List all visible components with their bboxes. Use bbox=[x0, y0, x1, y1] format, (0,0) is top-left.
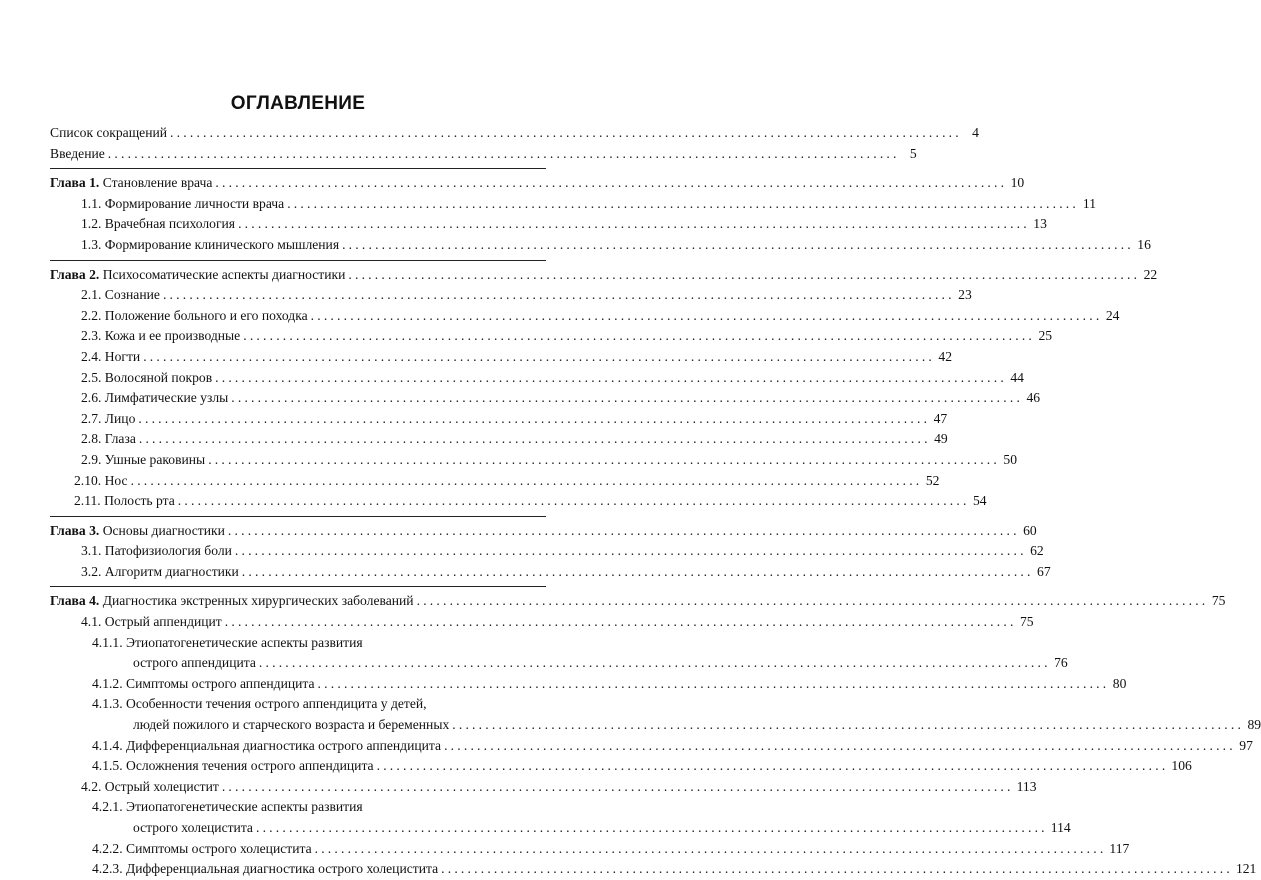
dot-leader: ........................................................................................................................ bbox=[227, 522, 1020, 538]
toc-chapter-4[interactable] bbox=[50, 591, 1226, 612]
section-title: Ногти bbox=[104, 348, 141, 364]
dot-leader: ........................................................................................................................ bbox=[348, 266, 1141, 282]
dot-leader: ........................................................................................................................ bbox=[342, 236, 1134, 252]
section-title: Формирование клинического мышления bbox=[104, 236, 340, 252]
toc-chapter-2[interactable] bbox=[50, 265, 1158, 286]
toc-page-number: 49 bbox=[934, 431, 948, 447]
toc-section[interactable] bbox=[50, 194, 1096, 215]
subsection-title-continued: острого аппендицита bbox=[133, 655, 256, 671]
toc-section[interactable] bbox=[50, 409, 948, 430]
subsection-number: 4.2.2. bbox=[92, 840, 123, 856]
section-number: 1.2. bbox=[81, 216, 102, 232]
page-title: ОГЛАВЛЕНИЕ bbox=[230, 93, 366, 114]
toc-subsection[interactable] bbox=[50, 839, 1130, 860]
dot-leader: ........................................................................................................................ bbox=[143, 348, 936, 364]
toc-section[interactable] bbox=[50, 777, 1037, 798]
section-title: Формирование личности врача bbox=[104, 195, 285, 211]
toc-page-number: 106 bbox=[1171, 758, 1192, 774]
toc-subsection-continuation[interactable] bbox=[50, 715, 1261, 736]
section-number: 2.2. bbox=[81, 307, 102, 323]
toc-page-number: 89 bbox=[1247, 717, 1261, 733]
chapter-number: Глава 1. bbox=[50, 175, 100, 191]
dot-leader: ........................................................................................................................ bbox=[416, 593, 1209, 609]
dot-leader: ........................................................................................................................ bbox=[224, 614, 1017, 630]
subsection-number: 4.1.3. bbox=[92, 696, 123, 712]
dot-leader: ........................................................................................................................ bbox=[138, 431, 931, 447]
subsection-number: 4.1.2. bbox=[92, 675, 123, 691]
toc-section[interactable] bbox=[50, 326, 1053, 347]
dot-leader: ........................................................................................................................ bbox=[234, 543, 1027, 559]
dot-leader: ........................................................................................................................ bbox=[241, 563, 1034, 579]
toc-section[interactable] bbox=[50, 562, 1051, 583]
subsection-title: Дифференциальная диагностика острого аппендицита bbox=[126, 737, 442, 753]
toc-subsection[interactable] bbox=[50, 674, 1127, 695]
toc-entry-label: Список сокращений bbox=[50, 125, 168, 140]
chapter-title: Основы диагностики bbox=[102, 522, 225, 538]
toc-page-number: 44 bbox=[1010, 369, 1024, 385]
dot-leader: ........................................................................................................................ bbox=[310, 307, 1103, 323]
subsection-title: Особенности течения острого аппендицита у детей, bbox=[126, 696, 427, 712]
toc-entry-introduction[interactable] bbox=[50, 144, 917, 165]
subsection-title: Дифференциальная диагностика острого холецистита bbox=[126, 861, 439, 877]
dot-leader: ........................................................................................................................ bbox=[130, 472, 923, 488]
toc-subsection-first-line[interactable] bbox=[50, 694, 546, 715]
section-number: 1.3. bbox=[81, 236, 102, 252]
section-title: Патофизиология боли bbox=[104, 543, 232, 559]
toc-section[interactable] bbox=[50, 541, 1044, 562]
toc-page-number: 50 bbox=[1003, 451, 1017, 467]
dot-leader: ........................................................................................................................ bbox=[231, 390, 1024, 406]
toc-page-number: 76 bbox=[1054, 655, 1068, 671]
dot-leader: ........................................................................................................................ bbox=[287, 195, 1079, 211]
toc-subsection[interactable] bbox=[50, 859, 1257, 880]
subsection-title: Симптомы острого аппендицита bbox=[126, 675, 315, 691]
chapter-title: Диагностика экстренных хирургических заболеваний bbox=[102, 593, 414, 609]
section-number: 2.3. bbox=[81, 328, 102, 344]
section-title: Сознание bbox=[104, 287, 160, 303]
section-divider bbox=[50, 516, 546, 517]
toc-subsection[interactable] bbox=[50, 736, 1253, 757]
toc-page-number: 47 bbox=[933, 410, 948, 426]
section-number: 2.8. bbox=[81, 431, 102, 447]
subsection-number: 4.2.1. bbox=[92, 799, 123, 815]
dot-leader: ........................................................................................................................ bbox=[452, 717, 1245, 733]
toc-section[interactable] bbox=[50, 306, 1120, 327]
dot-leader: ........................................................................................................................ bbox=[107, 145, 900, 161]
toc-section[interactable] bbox=[50, 235, 1151, 256]
section-title: Кожа и ее производные bbox=[104, 328, 241, 344]
subsection-title: Симптомы острого холецистита bbox=[126, 840, 312, 856]
toc-page-number: 10 bbox=[1010, 175, 1025, 191]
subsection-number: 4.1.5. bbox=[92, 758, 123, 774]
section-title: Лимфатические узлы bbox=[104, 390, 229, 406]
dot-leader: ........................................................................................................................ bbox=[441, 861, 1233, 877]
dot-leader: ........................................................................................................................ bbox=[215, 175, 1008, 191]
toc-section[interactable] bbox=[50, 214, 1047, 235]
toc-entry-label: Введение bbox=[50, 145, 105, 161]
dot-leader: ........................................................................................................................ bbox=[138, 410, 931, 426]
section-title: Глаза bbox=[104, 431, 136, 447]
toc-section[interactable] bbox=[50, 368, 1024, 389]
section-title: Волосяной покров bbox=[104, 369, 213, 385]
dot-leader: ........................................................................................................................ bbox=[177, 493, 970, 509]
toc-page-number: 54 bbox=[973, 493, 987, 509]
toc-page-number: 75 bbox=[1019, 614, 1034, 630]
toc-page-number: 24 bbox=[1105, 307, 1120, 323]
section-number: 2.6. bbox=[81, 390, 102, 406]
toc-page-number: 16 bbox=[1137, 236, 1151, 252]
section-number: 1.1. bbox=[81, 195, 102, 211]
subsection-number: 4.1.1. bbox=[92, 634, 123, 650]
dot-leader: ........................................................................................................................ bbox=[314, 840, 1107, 856]
subsection-title: Осложнения течения острого аппендицита bbox=[126, 758, 374, 774]
toc-page-number: 97 bbox=[1239, 737, 1253, 753]
section-number: 2.10. bbox=[74, 472, 102, 488]
toc-page-number: 25 bbox=[1038, 328, 1053, 344]
section-title: Положение больного и его походка bbox=[104, 307, 308, 323]
toc-page-number: 75 bbox=[1211, 593, 1226, 609]
dot-leader: ........................................................................................................................ bbox=[170, 125, 962, 140]
table-of-contents bbox=[50, 92, 1261, 880]
section-number: 4.2. bbox=[81, 778, 102, 794]
toc-subsection-first-line[interactable] bbox=[50, 633, 546, 654]
section-title: Острый холецистит bbox=[104, 778, 219, 794]
toc-page-number: 11 bbox=[1082, 195, 1096, 211]
section-title: Врачебная психология bbox=[104, 216, 236, 232]
section-divider bbox=[50, 586, 546, 587]
toc-page-number: 5 bbox=[909, 145, 917, 161]
section-number: 2.4. bbox=[81, 348, 102, 364]
chapter-number: Глава 3. bbox=[50, 522, 100, 538]
toc-page-number: 13 bbox=[1033, 216, 1047, 232]
toc-page-number: 62 bbox=[1030, 543, 1044, 559]
section-number: 2.9. bbox=[81, 451, 102, 467]
section-title: Нос bbox=[104, 472, 128, 488]
dot-leader: ........................................................................................................................ bbox=[444, 737, 1236, 753]
toc-page-number: 42 bbox=[938, 348, 953, 364]
chapter-number: Глава 4. bbox=[50, 593, 100, 609]
toc-page-number: 114 bbox=[1050, 820, 1071, 835]
section-number: 2.11. bbox=[74, 493, 101, 509]
toc-entry-abbreviations[interactable] bbox=[50, 123, 979, 144]
dot-leader: ........................................................................................................................ bbox=[243, 328, 1036, 344]
section-title: Полость рта bbox=[104, 493, 175, 509]
section-number: 3.1. bbox=[81, 543, 102, 559]
toc-page-number: 23 bbox=[958, 287, 972, 303]
dot-leader: ........................................................................................................................ bbox=[258, 655, 1051, 671]
toc-section[interactable] bbox=[50, 450, 1017, 471]
section-title: Лицо bbox=[104, 410, 136, 426]
toc-section[interactable] bbox=[50, 429, 948, 450]
dot-leader: ........................................................................................................................ bbox=[255, 820, 1048, 835]
toc-section[interactable] bbox=[50, 285, 972, 306]
subsection-title-continued: острого холецистита bbox=[133, 820, 253, 835]
toc-page-number: 113 bbox=[1016, 778, 1037, 794]
section-number: 2.7. bbox=[81, 410, 102, 426]
section-number: 3.2. bbox=[81, 563, 102, 579]
chapter-title: Становление врача bbox=[102, 175, 213, 191]
subsection-number: 4.2.3. bbox=[92, 861, 123, 877]
toc-section[interactable] bbox=[50, 388, 1041, 409]
toc-section[interactable] bbox=[50, 612, 1034, 633]
section-divider bbox=[50, 260, 546, 261]
toc-page-number: 46 bbox=[1026, 390, 1041, 406]
toc-page-number: 60 bbox=[1023, 522, 1037, 538]
subsection-title: Этиопатогенетические аспекты развития bbox=[126, 799, 363, 815]
toc-page-number: 4 bbox=[972, 125, 979, 140]
dot-leader: ........................................................................................................................ bbox=[215, 369, 1007, 385]
toc-subsection[interactable] bbox=[50, 756, 1192, 777]
toc-page-number: 52 bbox=[925, 472, 940, 488]
toc-chapter-1[interactable] bbox=[50, 173, 1025, 194]
toc-page-number: 121 bbox=[1235, 861, 1257, 877]
toc-section[interactable] bbox=[50, 491, 987, 512]
toc-section[interactable] bbox=[50, 471, 940, 492]
toc-subsection-continuation[interactable] bbox=[50, 818, 1071, 839]
section-title: Ушные раковины bbox=[104, 451, 206, 467]
subsection-title: Этиопатогенетические аспекты развития bbox=[126, 634, 363, 650]
subsection-title-continued: людей пожилого и старческого возраста и беременных bbox=[133, 717, 450, 733]
toc-subsection-continuation[interactable] bbox=[50, 653, 1068, 674]
toc-section[interactable] bbox=[50, 347, 953, 368]
dot-leader: ........................................................................................................................ bbox=[238, 216, 1030, 232]
section-divider bbox=[50, 168, 546, 169]
chapter-title: Психосоматические аспекты диагностики bbox=[102, 266, 346, 282]
dot-leader: ........................................................................................................................ bbox=[376, 758, 1169, 774]
section-title: Алгоритм диагностики bbox=[104, 563, 239, 579]
section-number: 2.5. bbox=[81, 369, 102, 385]
dot-leader: ........................................................................................................................ bbox=[208, 451, 1000, 467]
section-title: Острый аппендицит bbox=[104, 614, 222, 630]
toc-page-number: 22 bbox=[1143, 266, 1158, 282]
section-number: 4.1. bbox=[81, 614, 102, 630]
toc-chapter-3[interactable] bbox=[50, 521, 1037, 542]
dot-leader: ........................................................................................................................ bbox=[221, 778, 1014, 794]
toc-page-number: 67 bbox=[1037, 563, 1051, 579]
toc-page-number: 80 bbox=[1112, 675, 1127, 691]
toc-page-number: 117 bbox=[1109, 840, 1130, 856]
toc-subsection-first-line[interactable] bbox=[50, 797, 546, 818]
dot-leader: ........................................................................................................................ bbox=[317, 675, 1110, 691]
dot-leader: ........................................................................................................................ bbox=[162, 287, 955, 303]
subsection-number: 4.1.4. bbox=[92, 737, 123, 753]
chapter-number: Глава 2. bbox=[50, 266, 100, 282]
section-number: 2.1. bbox=[81, 287, 102, 303]
